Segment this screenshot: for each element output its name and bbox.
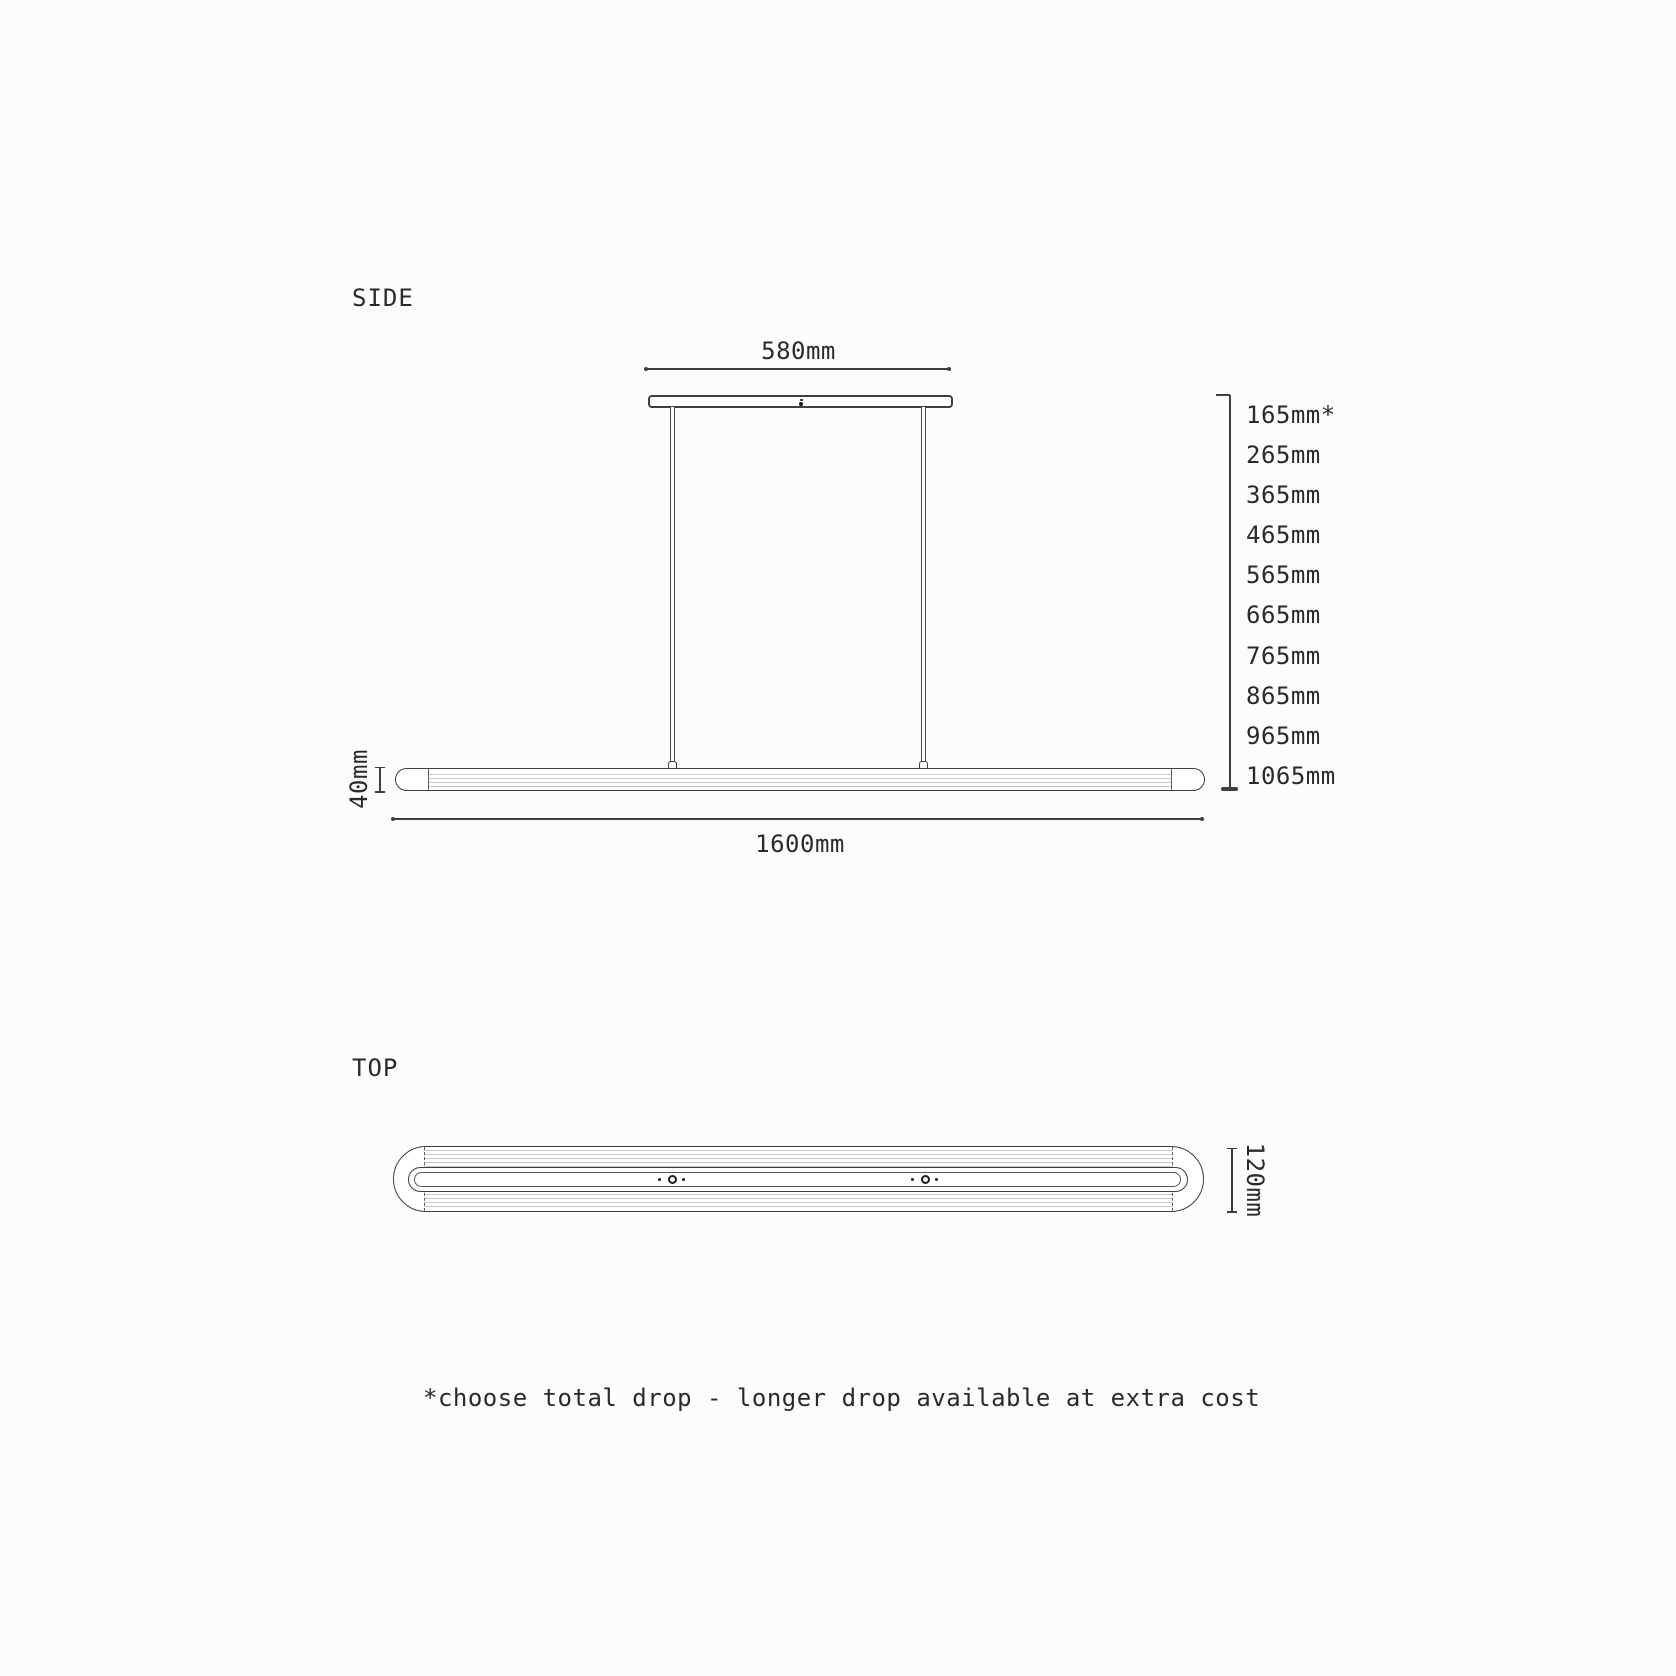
bar-fin-lines	[428, 774, 1171, 787]
side-view-title: SIDE	[352, 284, 414, 312]
drop-dimension-line	[1229, 395, 1231, 789]
bar-width-dimension-line	[1231, 1148, 1233, 1212]
suspension-rod-right	[921, 407, 926, 762]
bar-fin-lines-bottom	[424, 1190, 1173, 1207]
mount-screw-dot-icon	[911, 1178, 914, 1181]
drop-option: 865mm	[1246, 681, 1321, 710]
drop-option: 665mm	[1246, 601, 1321, 630]
mount-screw-icon	[921, 1175, 930, 1184]
mount-screw-dot-icon	[658, 1178, 661, 1181]
drop-option: 1065mm	[1246, 761, 1336, 790]
mount-screw-dot-icon	[682, 1178, 685, 1181]
bar-length-dimension-label: 1600mm	[755, 830, 845, 858]
drop-option: 265mm	[1246, 441, 1321, 470]
suspension-rod-left	[670, 407, 675, 762]
top-view-title: TOP	[352, 1054, 399, 1082]
drop-option: 965mm	[1246, 721, 1321, 750]
bar-thickness-dimension-line	[379, 767, 381, 792]
light-bar-top-profile	[393, 1146, 1204, 1212]
mount-screw-icon	[668, 1175, 677, 1184]
canopy-width-dimension-label: 580mm	[761, 337, 836, 365]
end-cap-joint-right	[1171, 769, 1172, 790]
keyhole-mark-icon	[800, 399, 803, 402]
bar-length-dimension-line	[392, 818, 1203, 820]
drop-option: 465mm	[1246, 521, 1321, 550]
light-bar-side-profile	[395, 768, 1205, 791]
drop-option: 765mm	[1246, 641, 1321, 670]
drop-footnote: *choose total drop - longer drop available at extra cost	[423, 1384, 1261, 1412]
bar-thickness-dimension-label: 40mm	[345, 749, 373, 809]
bar-width-dimension-label: 120mm	[1241, 1142, 1269, 1218]
end-cap-joint-left	[428, 769, 429, 790]
drop-options-list	[1246, 395, 1336, 796]
diffuser-slot-inner	[414, 1172, 1181, 1187]
canopy-width-dimension-line	[645, 368, 950, 370]
drop-option: 165mm*	[1246, 401, 1336, 429]
ceiling-canopy	[648, 395, 953, 408]
keyhole-mark-icon	[799, 402, 803, 407]
drop-option: 565mm	[1246, 561, 1321, 590]
bar-fin-lines-top	[424, 1150, 1173, 1167]
drop-option: 365mm	[1246, 481, 1321, 510]
mount-screw-dot-icon	[935, 1178, 938, 1181]
